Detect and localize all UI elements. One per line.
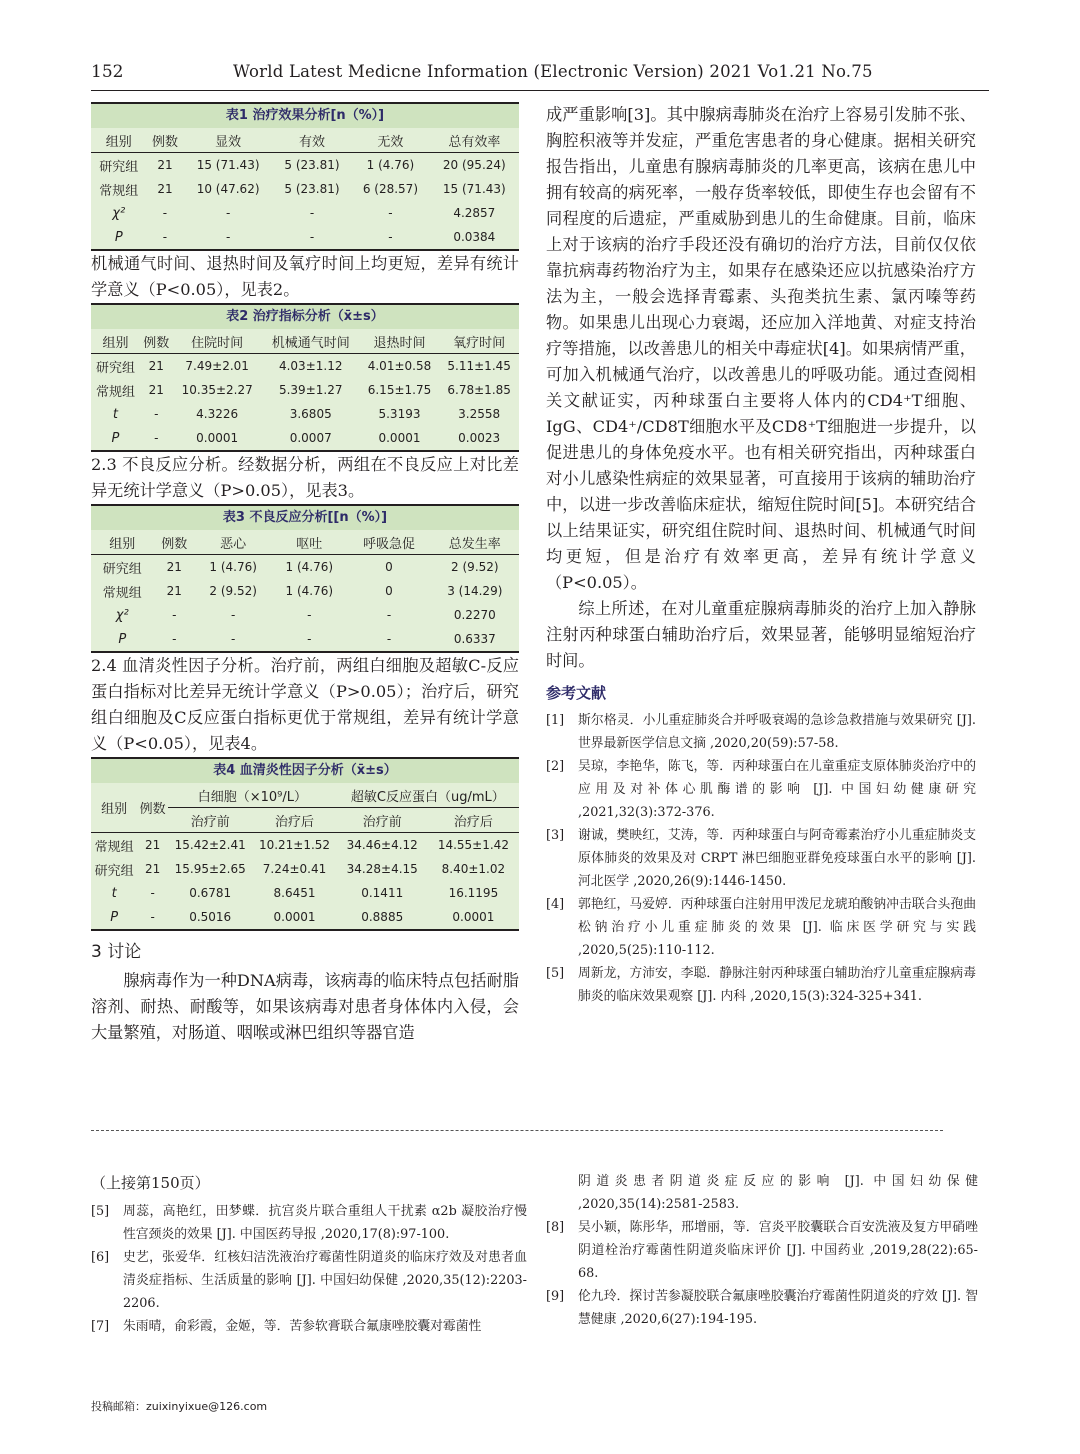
table-4 xyxy=(91,757,519,931)
table-header-cell: 例数 xyxy=(161,536,188,552)
reference-number: [1] xyxy=(546,713,565,728)
table-cell: - xyxy=(386,608,392,622)
table-cell: - xyxy=(162,230,168,244)
table-cell: - xyxy=(386,632,392,646)
table-cell: 研究组 xyxy=(94,863,134,879)
page-number: 152 xyxy=(91,62,124,82)
paragraph: 成严重影响[3]。其中腺病毒肺炎在治疗上容易引发肺不张、胸腔积液等并发症，严重危害患者的身心健康。据相关研究报告指出，儿童患有腺病毒肺炎的几率更高，该病在患儿中拥有较高的病死率，一般存货率较低，即使生存也会留有不同程度的后遗症，严重威胁到患儿的生命健康。目前，临床上对于该病的治疗手段还没有确切的治疗方法，目前仅仅依靠抗病毒药物治疗为主，如果存在感染还应以抗感染治疗方法为主，一般会选择青霉素、头孢类抗生素、氯丙嗪等药物。如果患儿出现心力衰竭，还应加入洋地黄、对症支持治疗等措施，以改善患儿的相关中毒症状[4]。如果病情严重，可加入机械通气治疗，以改善患儿的呼吸功能。通过查阅相关文献证实，丙种球蛋白主要将人体内的CD4⁺T细胞、IgG、CD4⁺/CD8T细胞水平及CD8⁺T细胞进一步提升，以促进患儿的身体免疫水平。也有相关研究指出，丙种球蛋白对小儿感染性病症的效果显著，可直接用于该病的辅助治疗中，以进一步改善临床症状，缩短住院时间[5]。本研究结合以上结果证实，研究组住院时间、退热时间、机械通气时间均更短，但是治疗有效率更高，差异有统计学意义（P<0.05）。 xyxy=(546,105,976,592)
table-cell: 0 xyxy=(385,584,393,598)
reference-number: [9] xyxy=(546,1289,565,1304)
table-cell: 1 (4.76) xyxy=(285,560,334,574)
paragraph: 腺病毒作为一种DNA病毒，该病毒的临床特点包括耐脂溶剂、耐热、耐酸等，如果该病毒对患者身体体内入侵，会大量繁殖，对肠道、咽喉或淋巴组织等器官造 xyxy=(91,971,519,1042)
table-cell: 0.0384 xyxy=(453,230,496,244)
table-header-cell: 治疗后 xyxy=(275,814,315,830)
divider xyxy=(91,1130,943,1131)
continued-note: （上接第150页） xyxy=(91,1174,210,1192)
table-cell: 研究组 xyxy=(99,159,139,175)
table-header-cell: 例数 xyxy=(139,802,166,817)
table-cell: 4.01±0.58 xyxy=(367,359,432,373)
reference-text: 吴小颖，陈彤华，邢增丽，等．宫炎平胶囊联合百安洗液及复方甲硝唑阴道栓治疗霉菌性阴道炎临床评价 [J]. 中国药业 ,2019,28(22):65-68. xyxy=(578,1220,978,1281)
table-cell: 2 (9.52) xyxy=(209,584,257,598)
table-header-cell: 治疗前 xyxy=(190,814,230,830)
table-cell: 16.1195 xyxy=(448,886,499,900)
table-header-cell: 总发生率 xyxy=(448,536,501,552)
table-cell: - xyxy=(307,632,312,646)
references-heading: 参考文献 xyxy=(546,684,607,702)
table-cell: 0.0001 xyxy=(273,910,316,924)
table-header-cell: 呕吐 xyxy=(296,536,323,552)
reference-item xyxy=(546,755,976,824)
reference-text: 周蕊，高艳红，田梦蝶．抗宫炎片联合重组人干扰素 α2b 凝胶治疗慢性宫颈炎的效果 [J]. 中国医药导报 ,2020,17(8):97-100. xyxy=(123,1204,527,1242)
reference-item xyxy=(546,962,976,1008)
table-cell: 6.78±1.85 xyxy=(447,383,511,397)
table-cell: - xyxy=(307,608,312,622)
table-cell: - xyxy=(388,230,393,244)
table-cell: 10.35±2.27 xyxy=(181,383,253,397)
table-header-cell: 无效 xyxy=(377,134,404,150)
table-cell: - xyxy=(154,431,159,445)
table-cell: 1 (4.76) xyxy=(366,158,415,172)
table-row xyxy=(91,153,519,178)
table-cell: P xyxy=(110,909,119,925)
table-3 xyxy=(91,504,519,653)
table-cell: - xyxy=(154,407,159,421)
table-row xyxy=(91,177,519,201)
table-cell: 0.0001 xyxy=(378,431,421,445)
table-cell: - xyxy=(162,206,168,220)
table-cell: 7.24±0.41 xyxy=(262,862,327,876)
table-row xyxy=(91,201,519,225)
table-cell: 20 (95.24) xyxy=(442,158,506,172)
table-cell: 常规组 xyxy=(99,183,139,199)
table-header-cell: 有效 xyxy=(298,134,325,150)
table-cell: 研究组 xyxy=(95,360,135,376)
right-column xyxy=(546,102,976,1008)
reference-number: [5] xyxy=(91,1204,110,1219)
table-cell: - xyxy=(231,608,236,622)
table-row xyxy=(91,857,519,881)
table-row xyxy=(91,881,519,905)
table-cell: 3 (14.29) xyxy=(447,584,503,598)
reference-text: 阴道炎患者阴道炎症反应的影响 [J]. 中国妇幼保健 ,2020,35(14):2581-2583. xyxy=(578,1174,978,1212)
reference-text: 郭艳红，马爱婷．丙种球蛋白注射用甲泼尼龙琥珀酸钠冲击联合头孢曲松钠治疗小儿重症肺炎的效果 [J]. 临床医学研究与实践 ,2020,5(25):110-112. xyxy=(578,897,976,958)
table-cell: 21 xyxy=(148,383,164,397)
table-cell: 0.1411 xyxy=(361,886,404,900)
table-1 xyxy=(91,102,519,251)
table-cell: 3.6805 xyxy=(289,407,332,421)
reference-number: [6] xyxy=(91,1250,110,1265)
table-header-cell: 呼吸急促 xyxy=(362,536,415,552)
table-2-caption: 表2 治疗指标分析（x̄±s） xyxy=(91,305,519,329)
table-cell: 1 (4.76) xyxy=(285,584,334,598)
table-cell: 4.2857 xyxy=(453,206,496,220)
table-row xyxy=(91,354,519,379)
continued-references-right xyxy=(546,1170,978,1331)
table-header-cell: 氧疗时间 xyxy=(453,335,506,351)
table-cell: - xyxy=(225,230,231,244)
table-cell: 研究组 xyxy=(102,561,142,577)
table-header-cell: 组别 xyxy=(102,335,129,351)
table-cell: 34.28±4.15 xyxy=(346,862,418,876)
table-cell: - xyxy=(388,206,393,220)
table-cell: 2 (9.52) xyxy=(451,560,499,574)
table-cell: 1 (4.76) xyxy=(209,560,257,574)
table-row xyxy=(91,225,519,249)
table-cell: 0.0001 xyxy=(452,910,495,924)
table-cell: 0.0007 xyxy=(289,431,332,445)
table-cell: 4.03±1.12 xyxy=(278,359,343,373)
table-cell: 8.40±1.02 xyxy=(441,862,506,876)
reference-item xyxy=(91,1315,527,1338)
table-cell: 3.2558 xyxy=(458,407,501,421)
table-cell: 15 (71.43) xyxy=(442,182,506,196)
table-cell: 0.0023 xyxy=(458,431,501,445)
table-cell: - xyxy=(225,206,231,220)
table-cell: - xyxy=(231,632,236,646)
table-cell: 6 (28.57) xyxy=(362,182,418,196)
table-cell: 7.49±2.01 xyxy=(185,359,249,373)
reference-item xyxy=(91,1200,527,1246)
table-cell: 14.55±1.42 xyxy=(437,838,509,852)
table-cell: 0.5016 xyxy=(189,910,232,924)
table-row xyxy=(91,833,519,858)
table-cell: 5 (23.81) xyxy=(284,158,340,172)
reference-text: 吴琼，李艳华，陈飞，等．丙种球蛋白在儿童重症支原体肺炎治疗中的应用及对补体心肌酶谱的影响 [J]. 中国妇幼健康研究 ,2021,32(3):372-376. xyxy=(578,759,976,820)
table-cell: 5.39±1.27 xyxy=(278,383,343,397)
table-header-cell: 治疗后 xyxy=(453,814,493,830)
table-cell: 5 (23.81) xyxy=(284,182,340,196)
table-row xyxy=(91,905,519,929)
reference-text: 伦九玲．探讨苦参凝胶联合氟康唑胶囊治疗霉菌性阴道炎的疗效 [J]. 智慧健康 ,2020,6(27):194-195. xyxy=(578,1289,978,1327)
table-4-caption: 表4 血清炎性因子分析（x̄±s） xyxy=(91,759,519,783)
table-cell: 21 xyxy=(148,359,164,373)
table-cell: 15 (71.43) xyxy=(196,158,260,172)
paragraph: 综上所述，在对儿童重症腺病毒肺炎的治疗上加入静脉注射丙种球蛋白辅助治疗后，效果显著，能够明显缩短治疗时间。 xyxy=(546,599,976,670)
table-row xyxy=(91,402,519,426)
table-cell: - xyxy=(309,230,315,244)
table-cell: 10.21±1.52 xyxy=(258,838,331,852)
table-cell: 15.42±2.41 xyxy=(174,838,246,852)
table-cell: 21 xyxy=(145,862,161,876)
table-cell: t xyxy=(112,406,119,422)
reference-number: [5] xyxy=(546,966,565,981)
table-row xyxy=(91,579,519,603)
table-cell: t xyxy=(111,885,117,901)
table-cell: 21 xyxy=(157,158,173,172)
table-header-cell: 超敏C反应蛋白（ug/mL） xyxy=(337,783,519,808)
table-header-cell: 例数 xyxy=(151,134,178,150)
table-cell: - xyxy=(172,632,177,646)
table-row xyxy=(91,426,519,450)
table-header-cell: 显效 xyxy=(215,134,242,150)
reference-item xyxy=(546,1170,978,1216)
reference-item xyxy=(546,1216,978,1285)
reference-text: 谢诚，樊映红，艾涛，等．丙种球蛋白与阿奇霉素治疗小儿重症肺炎支原体肺炎的效果及对 CRPT 淋巴细胞亚群免疫球蛋白水平的影响 [J]. 河北医学 ,2020,26(9):1446-1450. xyxy=(578,828,976,889)
table-row xyxy=(91,555,519,580)
table-header-cell: 组别 xyxy=(105,134,132,150)
table-header-cell: 退热时间 xyxy=(373,335,426,351)
reference-item xyxy=(546,893,976,962)
table-cell: 常规组 xyxy=(95,384,135,400)
paragraph: 2.4 血清炎性因子分析。治疗前，两组白细胞及超敏C-反应蛋白指标对比差异无统计学意义（P>0.05）；治疗后，研究组白细胞及C反应蛋白指标更优于常规组，差异有统计学意义（P<0.05），见表4。 xyxy=(91,656,519,753)
table-header-cell: 例数 xyxy=(143,335,170,351)
left-column xyxy=(91,102,519,1046)
table-cell: 0.2270 xyxy=(453,608,496,622)
table-row xyxy=(91,378,519,402)
reference-text: 周新龙，方沛安，李聪．静脉注射丙种球蛋白辅助治疗儿童重症腺病毒肺炎的临床效果观察 [J]. 内科 ,2020,15(3):324-325+341. xyxy=(578,966,976,1004)
table-header-cell: 住院时间 xyxy=(191,335,244,351)
table-cell: - xyxy=(150,910,155,924)
table-1-caption: 表1 治疗效果分析[n（%）] xyxy=(91,104,519,128)
table-cell: 21 xyxy=(166,584,182,598)
table-header-cell: 恶心 xyxy=(220,536,247,552)
paragraph: 2.3 不良反应分析。经数据分析，两组在不良反应上对比差异无统计学意义（P>0.05），见表3。 xyxy=(91,455,519,500)
reference-item xyxy=(546,709,976,755)
table-cell: P xyxy=(111,430,120,446)
table-cell: 4.3226 xyxy=(196,407,239,421)
table-cell: 8.6451 xyxy=(273,886,316,900)
reference-text: 斯尔格灵．小儿重症肺炎合并呼吸衰竭的急诊急救措施与效果研究 [J]. 世界最新医学信息文摘 ,2020,20(59):57-58. xyxy=(578,713,976,751)
section-heading: 3 讨论 xyxy=(91,942,142,962)
table-cell: 常规组 xyxy=(94,839,134,855)
table-header-cell: 组别 xyxy=(101,802,128,817)
table-cell: 34.46±4.12 xyxy=(346,838,418,852)
table-cell: - xyxy=(150,886,155,900)
table-row xyxy=(91,603,519,627)
table-cell: 0.6781 xyxy=(189,886,232,900)
table-cell: 21 xyxy=(166,560,182,574)
table-header-cell: 机械通气时间 xyxy=(271,335,350,351)
reference-number: [7] xyxy=(91,1319,110,1334)
table-cell: χ² xyxy=(115,607,129,623)
table-cell: 15.95±2.65 xyxy=(174,862,246,876)
table-cell: 5.3193 xyxy=(378,407,421,421)
table-row xyxy=(91,627,519,651)
reference-number: [2] xyxy=(546,759,565,774)
table-cell: 0.8885 xyxy=(361,910,404,924)
table-header-cell: 治疗前 xyxy=(362,814,402,830)
table-3-caption: 表3 不良反应分析[[n（%）] xyxy=(91,506,519,530)
reference-text: 朱雨晴，俞彩霞，金姬，等．苦参软膏联合氟康唑胶囊对霉菌性 xyxy=(123,1319,482,1334)
table-cell: 0.6337 xyxy=(453,632,496,646)
reference-number: [4] xyxy=(546,897,565,912)
reference-text: 史艺，张爱华．红核妇洁洗液治疗霉菌性阴道炎的临床疗效及对患者血清炎症指标、生活质量的影响 [J]. 中国妇幼保健 ,2020,35(12):2203-2206. xyxy=(123,1250,527,1311)
table-cell: 0 xyxy=(385,560,393,574)
reference-number: [8] xyxy=(546,1220,565,1235)
table-2 xyxy=(91,303,519,452)
table-cell: - xyxy=(309,206,315,220)
table-cell: P xyxy=(118,631,127,647)
table-cell: P xyxy=(114,229,123,245)
reference-number: [3] xyxy=(546,828,565,843)
footer-email: 投稿邮箱：zuixinyixue@126.com xyxy=(91,1400,268,1413)
reference-item xyxy=(546,1285,978,1331)
table-cell: 6.15±1.75 xyxy=(367,383,432,397)
table-cell: 0.0001 xyxy=(196,431,239,445)
header-rule xyxy=(91,90,989,91)
reference-item xyxy=(546,824,976,893)
reference-list xyxy=(546,709,976,1008)
table-cell: χ² xyxy=(112,205,126,221)
table-cell: 21 xyxy=(157,182,173,196)
table-header-cell: 组别 xyxy=(109,536,136,552)
paragraph: 机械通气时间、退热时间及氧疗时间上均更短，差异有统计学意义（P<0.05），见表2。 xyxy=(91,254,519,299)
table-header-cell: 白细胞（×10⁹/L） xyxy=(168,783,337,808)
journal-title: World Latest Medicne Information (Electronic Version) 2021 Vo1.21 No.75 xyxy=(233,62,873,81)
table-cell: 10 (47.62) xyxy=(196,182,260,196)
continued-references-left xyxy=(91,1170,527,1338)
table-header-cell: 总有效率 xyxy=(448,134,501,150)
table-cell: 常规组 xyxy=(102,585,142,601)
reference-item xyxy=(91,1246,527,1315)
table-cell: 5.11±1.45 xyxy=(447,359,511,373)
table-cell: - xyxy=(172,608,177,622)
table-cell: 21 xyxy=(145,838,161,852)
